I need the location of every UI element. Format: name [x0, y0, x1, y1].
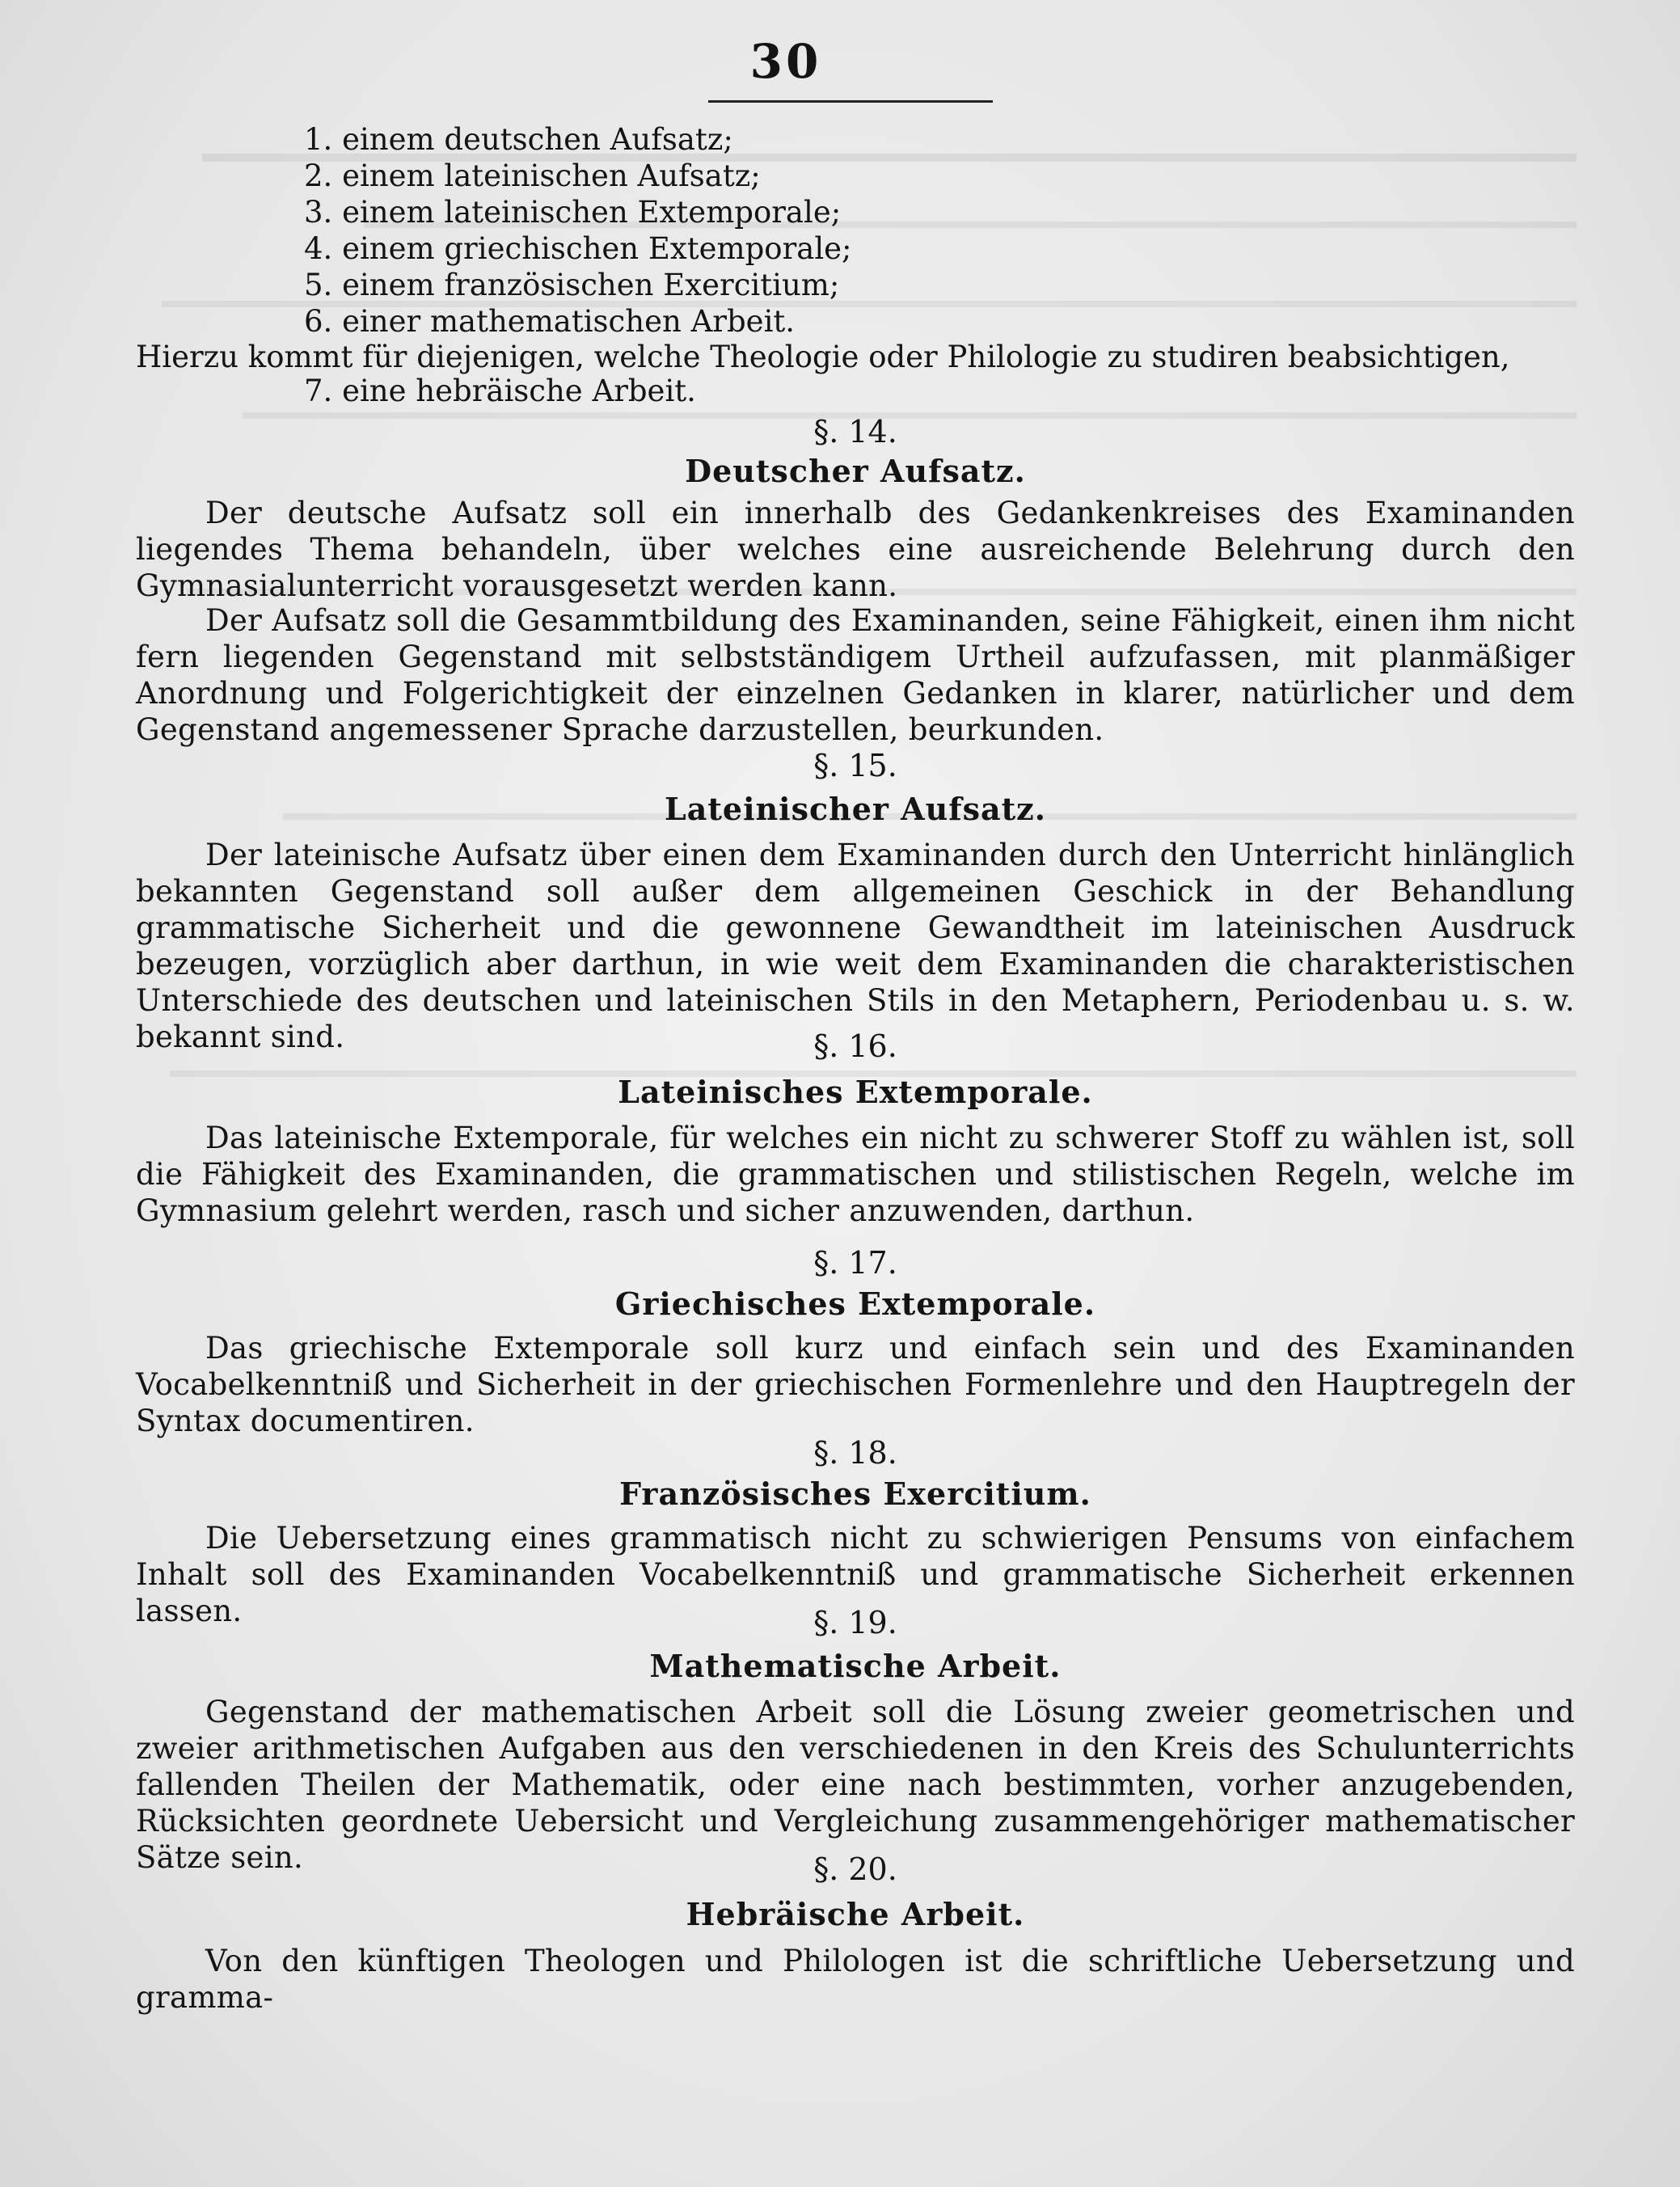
- list-item: 4. einem griechischen Extemporale;: [304, 231, 852, 266]
- exam-list: [304, 121, 852, 340]
- list-item: 6. einer mathematischen Arbeit.: [304, 304, 796, 339]
- section-number: §. 20.: [813, 1851, 897, 1887]
- section-number: §. 16.: [813, 1028, 897, 1064]
- section-paragraph: Das lateinische Extemporale, für welches ein nicht zu schwerer Stoff zu wählen ist, soll die Fähigkeit des Examinanden, die grammatischen und stilistischen Regeln, welche im Gymnasium gelehrt werden, rasch und sicher anzuwenden, darthun.: [136, 1121, 1575, 1228]
- list-item: 1. einem deutschen Aufsatz;: [304, 122, 733, 157]
- section-paragraph: Die Uebersetzung eines grammatisch nicht zu schwierigen Pensums von einfachem Inhalt soll des Examinanden Vocabelkenntniß und grammatische Sicherheit erkennen lassen.: [136, 1521, 1575, 1628]
- header-rule: [708, 100, 993, 103]
- section-paragraph: Der deutsche Aufsatz soll ein innerhalb des Gedankenkreises des Examinanden liegendes Thema behandeln, über welches eine ausreichende Belehrung durch den Gymnasialunterricht vorausgesetzt werden kann.: [136, 496, 1575, 603]
- section-number: §. 14.: [813, 414, 897, 450]
- section-paragraph: Der Aufsatz soll die Gesammtbildung des Examinanden, seine Fähigkeit, einen ihm nicht fern liegenden Gegenstand mit selbstständigem Urtheil aufzufassen, mit planmäßiger Anordnung und Folgerichtigkeit der einzelnen Gedanken in klarer, natürlicher und dem Gegenstand angemessener Sprache darzustellen, beurkunden.: [136, 603, 1575, 747]
- section-number: §. 17.: [813, 1245, 897, 1281]
- list-item: 3. einem lateinischen Extemporale;: [304, 195, 842, 230]
- additional-item: 7. eine hebräische Arbeit.: [304, 374, 696, 408]
- list-item: 5. einem französischen Exercitium;: [304, 268, 840, 302]
- section-title: Französisches Exercitium.: [619, 1476, 1091, 1512]
- page-number: 30: [749, 34, 822, 89]
- section-paragraph: Der lateinische Aufsatz über einen dem Examinanden durch den Unterricht hinlänglich bekannten Gegenstand soll außer dem allgemeinen Geschick in der Behandlung grammatische Sicherheit und die gewonnene Gewandtheit im lateinischen Ausdruck bezeugen, vorzüglich aber darthun, in wie weit dem Examinanden die charakteristischen Unterschiede des deutschen und lateinischen Stils in den Metaphern, Periodenbau u. s. w. bekannt sind.: [136, 838, 1575, 1054]
- section-number: §. 15.: [813, 748, 897, 783]
- section-title: Mathematische Arbeit.: [649, 1648, 1062, 1684]
- section-title: Hebräische Arbeit.: [686, 1896, 1025, 1932]
- section-number: §. 18.: [813, 1435, 897, 1471]
- additional-note: Hierzu kommt für diejenigen, welche Theologie oder Philologie zu studiren beabsichtigen,: [136, 340, 1510, 374]
- list-item: 2. einem lateinischen Aufsatz;: [304, 158, 761, 193]
- section-paragraph: Von den künftigen Theologen und Philologen ist die schriftliche Uebersetzung und gramma-: [136, 1944, 1575, 2015]
- section-paragraph: Das griechische Extemporale soll kurz und einfach sein und des Examinanden Vocabelkenntniß und Sicherheit in der griechischen Formenlehre und den Hauptregeln der Syntax documentiren.: [136, 1331, 1575, 1438]
- section-title: Griechisches Extemporale.: [614, 1286, 1096, 1322]
- section-title: Lateinisches Extemporale.: [618, 1074, 1093, 1110]
- section-title: Lateinischer Aufsatz.: [665, 791, 1046, 827]
- section-title: Deutscher Aufsatz.: [685, 453, 1026, 489]
- section-paragraph: Gegenstand der mathematischen Arbeit soll die Lösung zweier geometrischen und zweier arithmetischen Aufgaben aus den verschiedenen in den Kreis des Schulunterrichts fallenden Theilen der Mathematik, oder eine nach bestimmten, vorher anzugebenden, Rücksichten geordnete Uebersicht und Vergleichung zusammengehöriger mathematischer Sätze sein.: [136, 1695, 1575, 1875]
- section-number: §. 19.: [813, 1605, 897, 1640]
